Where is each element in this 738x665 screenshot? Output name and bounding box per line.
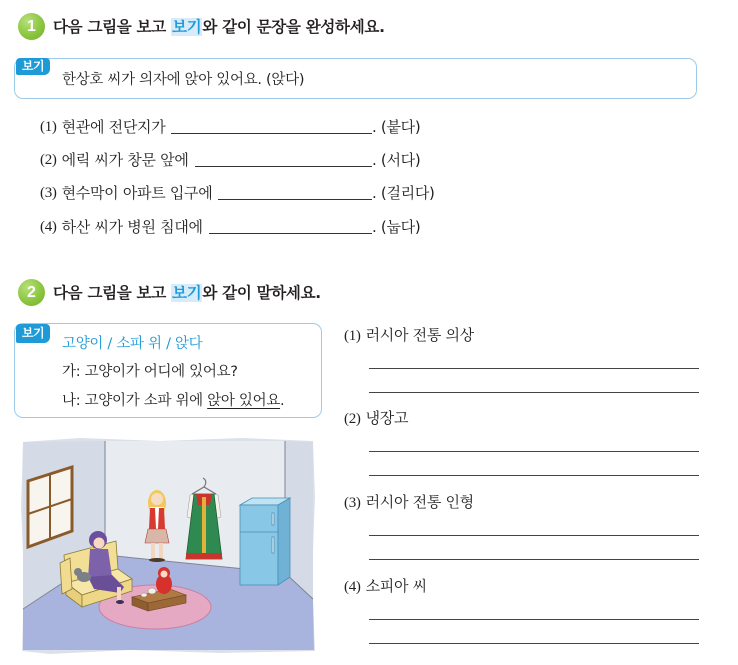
item-prompt: 에릭 씨가 창문 앞에 <box>61 151 189 169</box>
exercise-1-number-badge: 1 <box>18 13 45 40</box>
item-hint: . (서다) <box>372 151 421 169</box>
item-number: (3) <box>344 495 361 511</box>
example-answer <box>62 391 284 411</box>
answer-line <box>369 643 699 644</box>
item-prompt: 현관에 전단지가 <box>61 118 166 136</box>
answer-line <box>369 451 699 452</box>
girl-leg-left <box>151 543 155 559</box>
girl-leg-right <box>159 543 163 559</box>
girl-vest <box>149 508 156 529</box>
example-keywords: 고양이 / 소파 위 / 앉다 <box>62 336 203 352</box>
dress-trim <box>202 497 206 559</box>
girl-vest-right <box>158 508 165 529</box>
item-prompt: 하산 씨가 병원 침대에 <box>61 218 203 236</box>
exercise-1-item <box>40 183 435 203</box>
instruction-highlight: 보기 <box>172 284 202 302</box>
answer-line <box>369 475 699 476</box>
answer-line <box>369 559 699 560</box>
example-tag-2: 보기 <box>16 324 50 343</box>
answer-blank <box>209 217 372 234</box>
item-label: 러시아 전통 의상 <box>365 326 474 344</box>
exercise-2-instruction <box>53 283 321 303</box>
item-hint: . (눕다) <box>372 218 421 236</box>
fridge-side <box>278 498 290 585</box>
item-number: (1) <box>40 119 57 135</box>
answer-blank <box>218 183 372 200</box>
sofa-arm <box>60 558 72 594</box>
doll-face <box>161 571 168 578</box>
dress-hem <box>186 553 222 559</box>
answer-blank <box>195 150 372 167</box>
answer-line <box>369 368 699 369</box>
girl-shoes <box>149 558 165 562</box>
item-number: (2) <box>344 411 361 427</box>
answer-text: 나: 고양이가 소파 위에 <box>62 393 208 409</box>
exercise-2-item <box>344 576 427 597</box>
example-question: 가: 고양이가 어디에 있어요? <box>62 364 238 380</box>
exercise-2-item <box>344 492 474 513</box>
fridge-handle-bottom <box>272 537 274 553</box>
item-number: (1) <box>344 328 361 344</box>
answer-period: . <box>280 393 285 409</box>
instruction-text: 와 같이 말하세요. <box>202 284 321 302</box>
item-label: 냉장고 <box>365 409 409 427</box>
answer-line <box>369 619 699 620</box>
answer-blank <box>171 117 372 134</box>
item-hint: . (걸리다) <box>372 184 435 202</box>
fridge-handle-top <box>272 513 274 525</box>
girl-skirt <box>145 529 169 543</box>
woman-body <box>88 549 112 579</box>
example-sentence-1: 한상호 씨가 의자에 앉아 있어요. (앉다) <box>62 72 305 88</box>
matryoshka-doll <box>156 567 172 594</box>
room-illustration <box>20 437 316 655</box>
teapot <box>148 588 156 594</box>
woman-legs <box>117 587 121 601</box>
item-number: (4) <box>344 579 361 595</box>
item-label: 러시아 전통 인형 <box>365 493 474 511</box>
answer-line <box>369 535 699 536</box>
exercise-1-instruction <box>53 17 385 37</box>
example-tag-1: 보기 <box>16 58 50 75</box>
item-hint: . (붙다) <box>372 118 421 136</box>
exercise-1-item <box>40 217 420 237</box>
girl-face <box>151 493 163 505</box>
refrigerator <box>240 498 290 585</box>
item-number: (3) <box>40 185 57 201</box>
exercise-2-number-badge: 2 <box>18 279 45 306</box>
item-label: 소피아 씨 <box>365 577 427 595</box>
exercise-1-item <box>40 150 420 170</box>
item-number: (4) <box>40 219 57 235</box>
item-number: (2) <box>40 152 57 168</box>
instruction-highlight: 보기 <box>172 18 202 36</box>
exercise-2-item <box>344 408 408 429</box>
woman-face <box>94 538 105 549</box>
exercise-1-item <box>40 117 420 137</box>
teacup <box>141 593 147 597</box>
answer-line <box>369 392 699 393</box>
exercise-2-item <box>344 325 474 346</box>
item-prompt: 현수막이 아파트 입구에 <box>61 184 213 202</box>
instruction-text: 다음 그림을 보고 <box>53 284 172 302</box>
woman-shoe <box>116 600 124 604</box>
instruction-text: 와 같이 문장을 완성하세요. <box>202 18 385 36</box>
instruction-text: 다음 그림을 보고 <box>53 18 172 36</box>
answer-underlined: 앉아 있어요 <box>207 393 281 409</box>
cat-head <box>74 568 82 576</box>
